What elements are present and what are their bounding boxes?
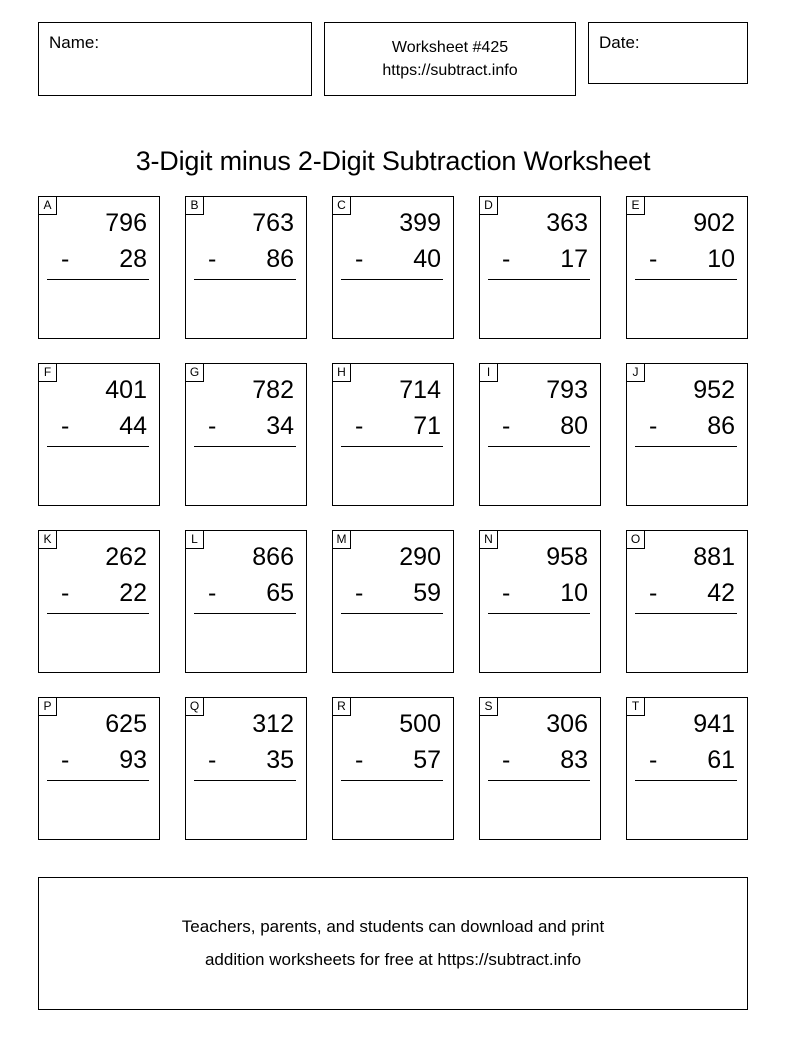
operator: -: [649, 412, 658, 440]
problem-item[interactable]: [626, 196, 748, 339]
minuend: 793: [546, 376, 588, 404]
answer-rule: [47, 279, 149, 280]
answer-rule: [488, 780, 590, 781]
subtrahend: 86: [266, 245, 294, 273]
problem-label: O: [626, 530, 645, 549]
problem-item[interactable]: [38, 697, 160, 840]
date-label: Date:: [599, 33, 640, 52]
operator: -: [502, 412, 511, 440]
minuend: 782: [252, 376, 294, 404]
problem-item[interactable]: [479, 196, 601, 339]
answer-rule: [194, 279, 296, 280]
minuend: 902: [693, 209, 735, 237]
answer-rule: [194, 446, 296, 447]
answer-rule: [47, 446, 149, 447]
problem-calc: [194, 539, 296, 614]
problem-label: K: [38, 530, 57, 549]
problem-calc: [47, 706, 149, 781]
operator: -: [355, 412, 364, 440]
problem-calc: [47, 372, 149, 447]
subtrahend-row: [341, 241, 443, 277]
minuend: 952: [693, 376, 735, 404]
subtrahend-row: [47, 575, 149, 611]
minuend: 306: [546, 710, 588, 738]
subtrahend-row: [635, 408, 737, 444]
subtrahend-row: [194, 408, 296, 444]
answer-rule: [341, 780, 443, 781]
subtrahend-row: [47, 742, 149, 778]
problem-calc: [47, 205, 149, 280]
problem-item[interactable]: [479, 363, 601, 506]
footer-line-2: addition worksheets for free at https://subtract.info: [204, 949, 582, 969]
problem-item[interactable]: [185, 530, 307, 673]
subtrahend-row: [47, 408, 149, 444]
minuend: 796: [105, 209, 147, 237]
worksheet-info-box: [324, 22, 576, 96]
problem-calc: [341, 372, 443, 447]
answer-rule: [47, 780, 149, 781]
subtrahend-row: [47, 241, 149, 277]
problem-label: N: [479, 530, 498, 549]
answer-rule: [635, 446, 737, 447]
minuend: 401: [105, 376, 147, 404]
operator: -: [355, 579, 364, 607]
subtrahend: 42: [707, 579, 735, 607]
name-field-box[interactable]: [38, 22, 312, 96]
problem-label: E: [626, 196, 645, 215]
subtrahend: 34: [266, 412, 294, 440]
problem-calc: [341, 205, 443, 280]
minuend: 363: [546, 209, 588, 237]
problem-item[interactable]: [38, 530, 160, 673]
problem-item[interactable]: [332, 196, 454, 339]
problem-item[interactable]: [185, 196, 307, 339]
problem-item[interactable]: [38, 363, 160, 506]
operator: -: [649, 245, 658, 273]
answer-rule: [488, 446, 590, 447]
subtrahend: 86: [707, 412, 735, 440]
operator: -: [502, 746, 511, 774]
subtrahend: 93: [119, 746, 147, 774]
minuend: 290: [399, 543, 441, 571]
footer-note: [38, 877, 748, 1010]
subtrahend-row: [194, 575, 296, 611]
subtrahend-row: [488, 575, 590, 611]
subtrahend: 40: [413, 245, 441, 273]
problem-label: J: [626, 363, 645, 382]
answer-rule: [488, 613, 590, 614]
problem-calc: [341, 706, 443, 781]
answer-rule: [635, 780, 737, 781]
subtrahend: 28: [119, 245, 147, 273]
problem-label: G: [185, 363, 204, 382]
operator: -: [502, 579, 511, 607]
worksheet-url: https://subtract.info: [382, 62, 518, 79]
subtrahend: 61: [707, 746, 735, 774]
problem-label: D: [479, 196, 498, 215]
problem-item[interactable]: [626, 363, 748, 506]
page-title: 3-Digit minus 2-Digit Subtraction Worksheet: [135, 146, 651, 177]
minuend: 312: [252, 710, 294, 738]
subtrahend-row: [488, 742, 590, 778]
subtrahend: 57: [413, 746, 441, 774]
subtrahend: 71: [413, 412, 441, 440]
problem-calc: [194, 706, 296, 781]
answer-rule: [194, 780, 296, 781]
problem-label: Q: [185, 697, 204, 716]
problem-item[interactable]: [332, 530, 454, 673]
minuend: 262: [105, 543, 147, 571]
worksheet-number: Worksheet #425: [391, 38, 509, 56]
subtrahend-row: [341, 408, 443, 444]
problem-label: F: [38, 363, 57, 382]
subtrahend-row: [194, 241, 296, 277]
problem-calc: [488, 706, 590, 781]
problem-item[interactable]: [626, 697, 748, 840]
operator: -: [649, 746, 658, 774]
subtrahend-row: [635, 575, 737, 611]
minuend: 941: [693, 710, 735, 738]
answer-rule: [488, 279, 590, 280]
minuend: 958: [546, 543, 588, 571]
problem-calc: [488, 539, 590, 614]
subtrahend: 65: [266, 579, 294, 607]
subtrahend: 59: [413, 579, 441, 607]
subtrahend: 10: [707, 245, 735, 273]
problem-label: A: [38, 196, 57, 215]
problem-label: I: [479, 363, 498, 382]
problem-calc: [194, 372, 296, 447]
problem-item[interactable]: [332, 697, 454, 840]
problem-label: S: [479, 697, 498, 716]
problem-calc: [635, 539, 737, 614]
header: [38, 22, 748, 98]
problem-label: L: [185, 530, 204, 549]
operator: -: [61, 412, 70, 440]
problem-calc: [635, 706, 737, 781]
subtrahend: 35: [266, 746, 294, 774]
answer-rule: [341, 613, 443, 614]
problem-calc: [47, 539, 149, 614]
problem-item[interactable]: [626, 530, 748, 673]
problem-label: M: [332, 530, 351, 549]
problem-item[interactable]: [185, 363, 307, 506]
problem-calc: [488, 205, 590, 280]
problem-label: B: [185, 196, 204, 215]
operator: -: [649, 579, 658, 607]
answer-rule: [635, 613, 737, 614]
minuend: 714: [399, 376, 441, 404]
minuend: 399: [399, 209, 441, 237]
operator: -: [61, 245, 70, 273]
operator: -: [208, 579, 217, 607]
subtrahend-row: [194, 742, 296, 778]
problem-label: T: [626, 697, 645, 716]
answer-rule: [341, 279, 443, 280]
subtrahend: 44: [119, 412, 147, 440]
subtrahend: 80: [560, 412, 588, 440]
answer-rule: [341, 446, 443, 447]
problem-calc: [488, 372, 590, 447]
problem-calc: [635, 205, 737, 280]
subtrahend-row: [488, 408, 590, 444]
answer-rule: [47, 613, 149, 614]
operator: -: [208, 245, 217, 273]
operator: -: [355, 746, 364, 774]
minuend: 500: [399, 710, 441, 738]
operator: -: [502, 245, 511, 273]
problem-item[interactable]: [185, 697, 307, 840]
subtrahend-row: [635, 742, 737, 778]
name-label: Name:: [49, 33, 100, 52]
problem-label: P: [38, 697, 57, 716]
subtrahend: 22: [119, 579, 147, 607]
subtrahend-row: [635, 241, 737, 277]
minuend: 763: [252, 209, 294, 237]
operator: -: [208, 412, 217, 440]
operator: -: [208, 746, 217, 774]
answer-rule: [194, 613, 296, 614]
operator: -: [355, 245, 364, 273]
minuend: 881: [693, 543, 735, 571]
operator: -: [61, 579, 70, 607]
subtrahend-row: [488, 241, 590, 277]
problem-label: R: [332, 697, 351, 716]
problem-calc: [194, 205, 296, 280]
date-field-box[interactable]: [588, 22, 748, 84]
subtrahend: 17: [560, 245, 588, 273]
subtrahend: 10: [560, 579, 588, 607]
problem-calc: [635, 372, 737, 447]
problem-calc: [341, 539, 443, 614]
problem-item[interactable]: [332, 363, 454, 506]
operator: -: [61, 746, 70, 774]
problem-item[interactable]: [38, 196, 160, 339]
footer-line-1: Teachers, parents, and students can download and print: [181, 917, 605, 937]
problem-label: C: [332, 196, 351, 215]
subtrahend-row: [341, 575, 443, 611]
problem-item[interactable]: [479, 697, 601, 840]
answer-rule: [635, 279, 737, 280]
subtrahend: 83: [560, 746, 588, 774]
minuend: 866: [252, 543, 294, 571]
minuend: 625: [105, 710, 147, 738]
problem-item[interactable]: [479, 530, 601, 673]
problem-label: H: [332, 363, 351, 382]
subtrahend-row: [341, 742, 443, 778]
problem-grid: [38, 196, 748, 840]
